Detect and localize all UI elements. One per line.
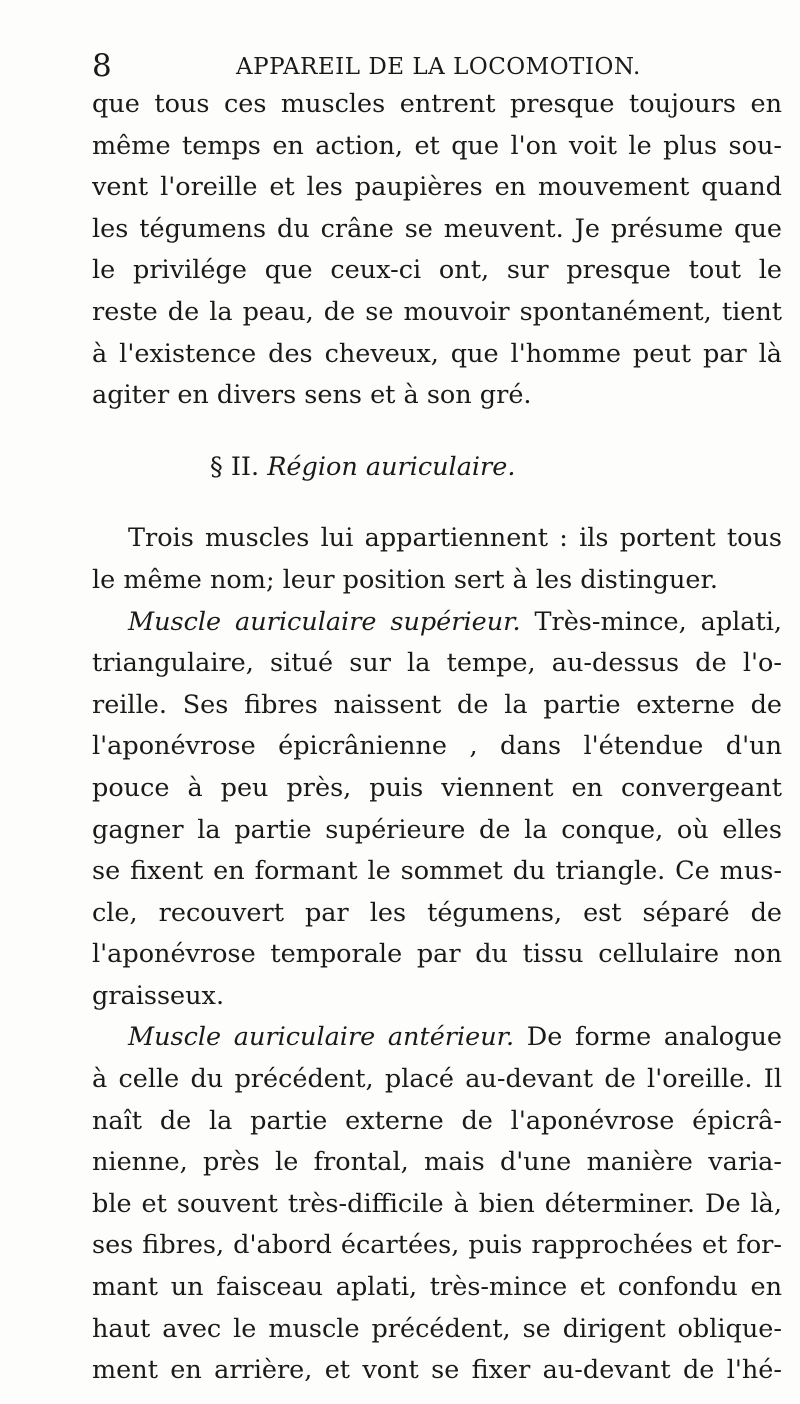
text-line: l'aponévrose épicrânienne , dans l'étendue d'un (92, 731, 782, 762)
page-header (92, 48, 782, 88)
text-line: même temps en action, et que l'on voit le plus sou- (92, 130, 782, 161)
text-line: agiter en divers sens et à son gré. (92, 380, 532, 411)
text-line: reille. Ses fibres naissent de la partie externe de (92, 689, 782, 720)
text-line: mant un faisceau aplati, très-mince et confondu en (92, 1272, 782, 1303)
text-line: le même nom; leur position sert à les distinguer. (92, 564, 719, 595)
body-text (92, 84, 782, 1392)
text-run: De forme analogue (526, 1022, 782, 1053)
text-line: gagner la partie supérieure de la conque, où elles (92, 814, 782, 845)
text-line: nienne, près le frontal, mais d'une manière varia- (92, 1147, 782, 1178)
text-line: pouce à peu près, puis viennent en convergeant (92, 772, 782, 803)
text-line: cle, recouvert par les tégumens, est séparé de (92, 897, 782, 928)
text-line: l'aponévrose temporale par du tissu cellulaire non (92, 939, 782, 970)
text-line: reste de la peau, de se mouvoir spontanément, tient (92, 296, 782, 327)
text-run: Très-mince, aplati, (534, 606, 782, 637)
text-line: naît de la partie externe de l'aponévrose épicrâ- (92, 1105, 782, 1136)
text-line: le privilége que ceux-ci ont, sur presque tout le (92, 255, 782, 286)
text-line: que tous ces muscles entrent presque toujours en (92, 89, 782, 119)
text-line: les tégumens du crâne se meuvent. Je présume que (92, 213, 782, 244)
text-line: à celle du précédent, placé au-devant de l'oreille. Il (92, 1064, 782, 1095)
text-line (92, 602, 782, 644)
text-line: à l'existence des cheveux, que l'homme peut par là (92, 338, 782, 369)
page-number: 8 (92, 48, 112, 84)
text-line: Trois muscles lui appartiennent : ils portent tous (128, 523, 782, 554)
text-line: triangulaire, situé sur la tempe, au-dessus de l'o- (92, 648, 782, 679)
text-line: graisseux. (92, 980, 225, 1011)
section-heading (92, 447, 782, 489)
text-line: ment en arrière, et vont se fixer au-devant de l'hé- (92, 1355, 782, 1386)
muscle-term: Muscle auriculaire supérieur. (128, 606, 521, 637)
text-line: se fixent en formant le sommet du triangle. Ce mus- (92, 856, 782, 887)
muscle-term: Muscle auriculaire antérieur. (128, 1022, 515, 1053)
running-head: APPAREIL DE LA LOCOMOTION. (236, 54, 641, 80)
section-title: Région auriculaire. (267, 451, 516, 482)
section-number: § II. (210, 451, 260, 482)
text-line (92, 1017, 782, 1059)
text-line: vent l'oreille et les paupières en mouvement quand (92, 172, 782, 203)
text-line: ses fibres, d'abord écartées, puis rapprochées et for- (92, 1230, 782, 1261)
text-line: ble et souvent très-difficile à bien déterminer. De là, (92, 1188, 782, 1219)
text-line: haut avec le muscle précédent, se dirigent oblique- (92, 1313, 782, 1344)
